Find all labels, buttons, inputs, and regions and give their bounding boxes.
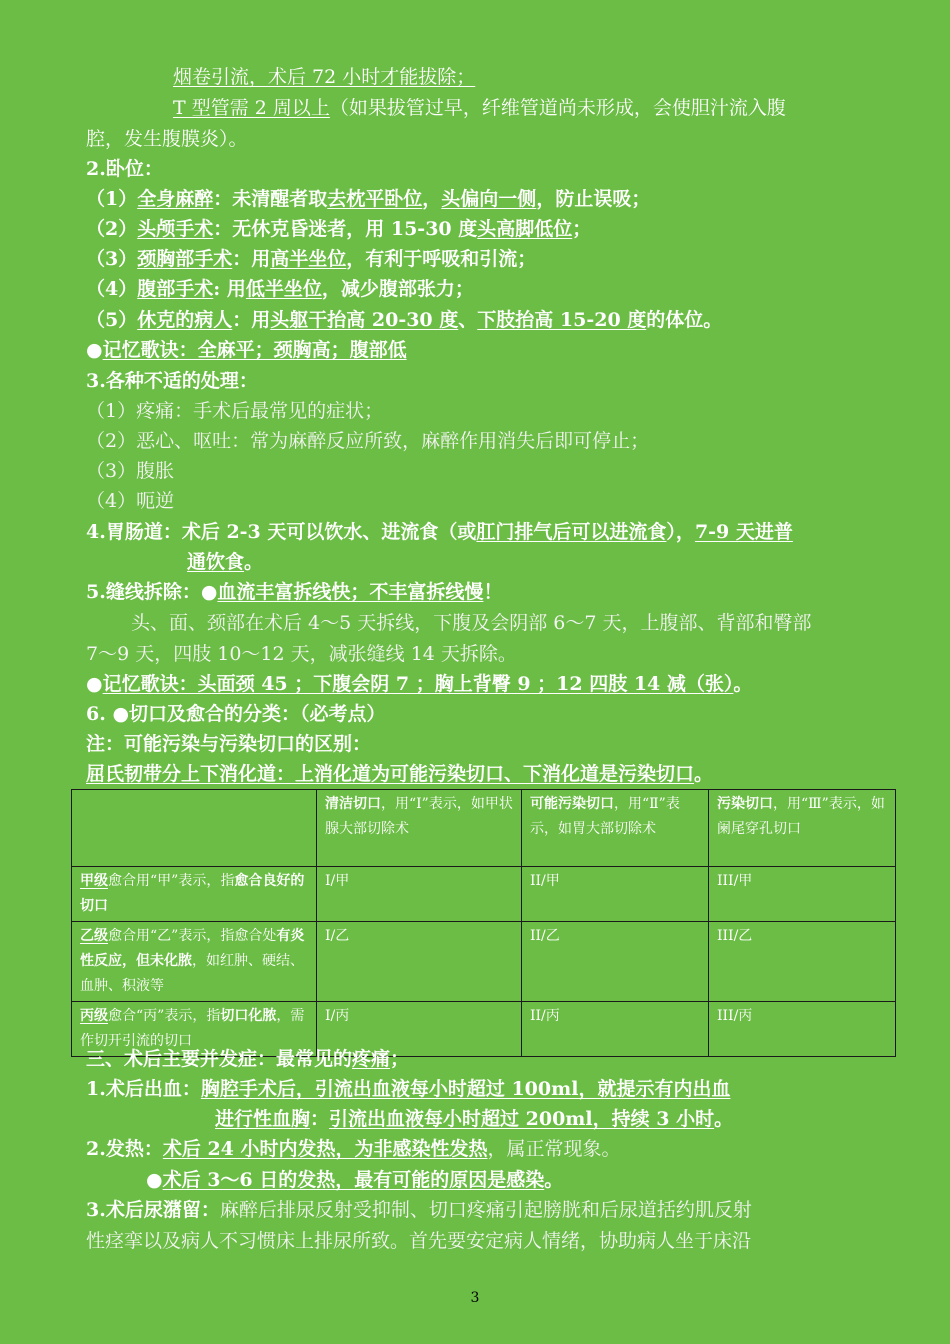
text-span: 头、面、颈部在术后 4～5 天拆线，下腹及会阴部 6～7 天，上腹部、背部和臀部 xyxy=(131,612,812,634)
text-span: 休克的病人 xyxy=(137,309,233,331)
text-span: ！ xyxy=(483,581,503,603)
section-heading xyxy=(86,154,876,184)
mnemonic-line xyxy=(86,669,876,699)
list-item xyxy=(86,486,876,516)
section-heading xyxy=(86,517,876,547)
text-span: 6. ●切口及愈合的分类：（必考点） xyxy=(86,703,386,725)
table-cell: II/乙 xyxy=(522,922,709,1002)
incision-classification-table xyxy=(71,789,896,1057)
text-span: 2.发热： xyxy=(86,1138,163,1160)
table-cell: I/甲 xyxy=(317,867,522,922)
text-span: 。 xyxy=(733,673,753,695)
text-span: 去枕平卧位 xyxy=(327,188,423,210)
table-header-cell xyxy=(709,790,896,867)
table-row xyxy=(72,867,896,922)
table-cell: III/乙 xyxy=(709,922,896,1002)
text-span: 疼痛 xyxy=(352,1048,391,1070)
text-span: 污染切口 xyxy=(717,796,773,812)
text-span: 的体位。 xyxy=(646,309,723,331)
note-line xyxy=(86,759,876,789)
text-line xyxy=(146,1165,936,1195)
mnemonic-line xyxy=(86,335,876,365)
text-span: 。 xyxy=(694,763,714,785)
table-cell: II/丙 xyxy=(522,1002,709,1057)
page-number: 3 xyxy=(470,1290,480,1306)
text-span: ，用“Ⅱ”表示，如胃大部切除术 xyxy=(530,796,680,837)
table-row-label xyxy=(72,867,317,922)
text-line xyxy=(131,608,921,638)
section-heading xyxy=(86,366,876,396)
text-line xyxy=(86,1226,876,1256)
text-span: 记忆歌诀：头面颈 45 ；下腹会阴 7 ；胸上背臀 9 ；12 四肢 14 减（张） xyxy=(102,673,734,695)
text-span: 5.缝线拆除：● xyxy=(86,581,218,603)
list-item xyxy=(86,244,876,274)
list-item xyxy=(86,214,876,244)
text-span: 注：可能污染与污染切口的区别： xyxy=(86,733,372,755)
text-span: 清洁切口 xyxy=(325,796,381,812)
text-span: 3.术后尿潴留： xyxy=(86,1199,220,1221)
table-cell: II/甲 xyxy=(522,867,709,922)
text-span: 愈合用“甲”表示，指 xyxy=(108,873,235,889)
text-span: 引流出血液每小时超过 200ml，持续 3 小时 xyxy=(329,1108,715,1130)
text-line xyxy=(86,1195,876,1225)
text-span: ，用“Ⅰ”表示，如甲状腺大部切除术 xyxy=(325,796,513,837)
table-cell: I/丙 xyxy=(317,1002,522,1057)
text-span: ：未清醒者取 xyxy=(213,188,328,210)
text-span: 术后 3～6 日的发热，最有可能的原因是感染 xyxy=(162,1169,545,1191)
text-span: 可能污染切口 xyxy=(530,796,614,812)
text-span: ； xyxy=(572,218,592,240)
text-span: 三、术后主要并发症：最常见的 xyxy=(86,1048,353,1070)
text-span: （4） xyxy=(86,278,138,300)
text-span: 愈合“丙”表示，指 xyxy=(108,1008,221,1024)
text-span: 麻醉后排尿反射受抑制、切口疼痛引起膀胱和后尿道括约肌反射 xyxy=(219,1199,752,1221)
table-cell: I/乙 xyxy=(317,922,522,1002)
text-span: : 用 xyxy=(213,278,246,300)
section-heading xyxy=(86,699,876,729)
section-heading xyxy=(86,577,876,607)
list-item xyxy=(86,396,876,426)
text-span: ，需作切开引流的切口 xyxy=(80,1008,305,1049)
text-span: 丙级 xyxy=(80,1008,108,1024)
text-span: 记忆歌诀：全麻平；颈胸高；腹部低 xyxy=(102,339,407,361)
text-span: ，用“Ⅲ”表示，如阑尾穿孔切口 xyxy=(717,796,885,837)
text-span: 2.卧位： xyxy=(86,158,163,180)
text-span: 7-9 天进普 xyxy=(694,521,793,543)
note-line xyxy=(86,729,876,759)
text-span: 头躯干抬高 20-30 度 xyxy=(270,309,459,331)
text-span: 进行性血胸 xyxy=(215,1108,311,1130)
text-span: 头颅手术 xyxy=(137,218,214,240)
text-span: 胸腔手术后，引流出血液每小时超过 100ml，就提示有内出血 xyxy=(200,1078,731,1100)
text-span: ● xyxy=(146,1169,163,1191)
text-span: ● xyxy=(86,339,103,361)
table-header-cell xyxy=(522,790,709,867)
text-span: （2） xyxy=(86,218,138,240)
text-span: （如果拔管过早，纤维管道尚未形成，会使胆汁流入腹 xyxy=(329,97,786,119)
text-span: T 型管需 2 周以上 xyxy=(173,97,330,119)
text-line xyxy=(187,547,950,577)
list-item xyxy=(86,456,876,486)
text-line xyxy=(215,1104,950,1134)
text-span: 7～9 天，四肢 10～12 天，减张缝线 14 天拆除。 xyxy=(86,643,517,665)
text-span: 高半坐位 xyxy=(270,248,347,270)
text-span: 愈合用“乙”表示，指愈合处 xyxy=(108,928,277,944)
text-span: ：无休克昏迷者，用 15-30 度 xyxy=(213,218,478,240)
text-span: 屈氏韧带分上下消化道：上消化道为可能污染切口、下消化道是污染切口 xyxy=(86,763,695,785)
text-span: 低半坐位 xyxy=(245,278,322,300)
table-row xyxy=(72,922,896,1002)
list-item xyxy=(86,184,876,214)
text-span: 全身麻醉 xyxy=(137,188,214,210)
list-item xyxy=(86,274,876,304)
text-span: （3）腹胀 xyxy=(86,460,175,482)
text-line xyxy=(86,1074,876,1104)
text-span: 血流丰富拆线快；不丰富拆线慢 xyxy=(217,581,484,603)
text-line xyxy=(86,639,876,669)
text-span: （4）呃逆 xyxy=(86,490,175,512)
text-span: 愈合良好的切口 xyxy=(80,873,305,914)
text-line xyxy=(173,62,950,92)
text-span: ：用 xyxy=(232,309,271,331)
text-span: ，属正常现象。 xyxy=(487,1138,621,1160)
text-span: ，如红肿、硬结、血肿、积液等 xyxy=(80,953,304,994)
text-span: ， xyxy=(422,188,442,210)
text-span: 。 xyxy=(714,1108,734,1130)
text-span: 肛门排气后可以进流食 xyxy=(476,521,667,543)
text-span: （2）恶心、呕吐：常为麻醉反应所致，麻醉作用消失后即可停止； xyxy=(86,430,650,452)
text-span: （1） xyxy=(86,188,138,210)
text-span: ● xyxy=(86,673,103,695)
text-span: 通饮食 xyxy=(187,551,245,573)
text-span: 有炎性反应，但未化脓 xyxy=(80,928,305,969)
text-line xyxy=(86,124,876,154)
text-span: 。 xyxy=(544,1169,564,1191)
text-span: 3.各种不适的处理： xyxy=(86,370,258,392)
text-line xyxy=(86,1134,876,1164)
table-cell: III/甲 xyxy=(709,867,896,922)
text-span: 性痉挛以及病人不习惯床上排尿所致。首先要安定病人情绪，协助病人坐于床沿 xyxy=(86,1230,752,1252)
text-span: 头高脚低位 xyxy=(477,218,573,240)
text-span: 1.术后出血： xyxy=(86,1078,201,1100)
text-span: ； xyxy=(390,1048,410,1070)
text-span: 下肢抬高 15-20 度 xyxy=(477,309,647,331)
text-span: （3） xyxy=(86,248,138,270)
text-span: 4.胃肠道：术后 2-3 天可以饮水、进流食（或 xyxy=(86,521,477,543)
text-span: ，有利于呼吸和引流； xyxy=(346,248,537,270)
text-span: （5） xyxy=(86,309,138,331)
table-header-cell xyxy=(317,790,522,867)
text-span: 乙级 xyxy=(80,928,108,944)
text-span: 术后 24 小时内发热，为非感染性发热 xyxy=(162,1138,488,1160)
text-span: 腹部手术 xyxy=(137,278,214,300)
text-span: 腔，发生腹膜炎）。 xyxy=(86,128,248,150)
table-header-row xyxy=(72,790,896,867)
text-span: 烟卷引流，术后 72 小时才能拔除； xyxy=(173,66,476,88)
text-span: ：用 xyxy=(232,248,271,270)
text-span: ，减少腹部张力； xyxy=(321,278,474,300)
text-span: 甲级 xyxy=(80,873,108,889)
list-item xyxy=(86,305,876,335)
text-span: ： xyxy=(310,1108,330,1130)
section-heading xyxy=(86,1044,876,1074)
text-span: 。 xyxy=(244,551,264,573)
table-corner-cell xyxy=(72,790,317,867)
text-line xyxy=(173,93,950,123)
table-cell: III/丙 xyxy=(709,1002,896,1057)
text-span: ，防止误吸； xyxy=(536,188,651,210)
list-item xyxy=(86,426,876,456)
text-span: 切口化脓 xyxy=(220,1008,277,1024)
table-row-label xyxy=(72,922,317,1002)
text-span: （1）疼痛：手术后最常见的症状； xyxy=(86,400,384,422)
text-span: 、 xyxy=(458,309,478,331)
text-span: 头偏向一侧 xyxy=(441,188,537,210)
text-span: ）， xyxy=(666,521,695,543)
text-span: 颈胸部手术 xyxy=(137,248,233,270)
